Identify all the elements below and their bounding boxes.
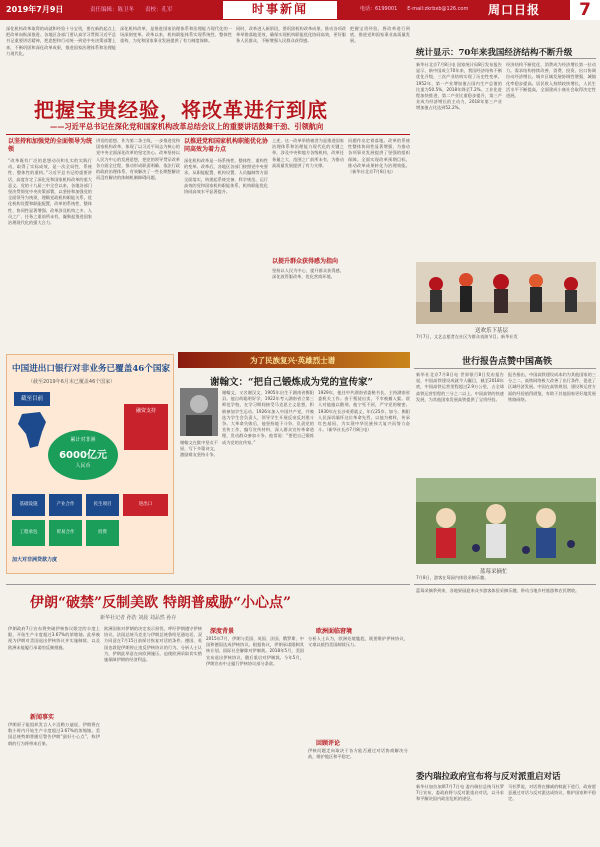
banner-box-7: 投资 [86, 520, 119, 546]
editor-info: 责任编辑：陈卫冬 责校：孔军 [90, 7, 173, 13]
banner-box-4: 进出口 [123, 494, 168, 516]
lead-body-top-4: 把握宝贵经验，将改革进行到底，推进党和国家事业高质量发展。 [350, 26, 410, 44]
lead-col-4: 上述，这一改革举措被誉为是推进国家治理体系和治理能力现代化的关键之举，涉及中央和地方各级机构，改革任务量之大、范围之广前所未有，为推动高质量发展提供了有力支撑。 [272, 138, 344, 168]
banner-left-box: 截至目前 [14, 392, 50, 406]
iran-divider-top [6, 584, 410, 585]
banner-headline: 中国进出口银行对非业务已覆盖46个国家 [12, 364, 171, 374]
banner-badge-label: 累计对非洲 [70, 437, 96, 443]
lead-col-1: “改革既有广泛的思想动员和扎实的实践行动，取得了实际成效，是一次全局性、系统性、整体性的重构。”习近平总书记的重要讲话，高度肯定了深化党和国家机构改革的重大意义。党的十九届三中全会以来，各地各部门坚决贯彻党中央决策部署，以坚持和加强党的全面领导为统领，理顺党政机构职能关系，优化机构设置和职能配置，改革的系统性、整体性、协同性显著增强。改革涉及机构之多、人员之广、任务之重前所未有，凝聚起推进国家治理现代化的强大合力。 [8, 158, 92, 226]
iran-col-4: 分析人士认为，欧洲处境尴尬，既要维护伊核协议，又难以抵挡美国制裁压力。 [308, 636, 408, 648]
newspaper-logo: 周口日报 [488, 3, 541, 17]
stats-photo-desc: 7月7日，文艺志愿者在社区为群众表演节目。新华社发 [416, 334, 518, 339]
lead-subhead-1: 以坚持和加强党的全面领导为统领 [8, 138, 93, 153]
iran-headline: 伊朗“破禁”反制美欧 特朗普威胁“小心点” [30, 595, 292, 611]
lead-headline: 把握宝贵经验，将改革进行到底 [34, 98, 328, 122]
lead-body-top-3: 同时，改革进入新阶段，要巩固机构改革成果，推动各项改革举措落地见效，确保实现机构职能优化协同高效，更好服务人民群众，不断增强人民群众获得感。 [236, 26, 346, 44]
world-divider [414, 368, 596, 369]
heroes-col-0: 谢翰文在狱中坚贞不屈，写下多篇诗文，激励难友坚持斗争。 [180, 440, 218, 458]
heroes-headline: 谢翰文：“把自己锻炼成为党的宣传家” [210, 377, 373, 388]
lead-divider [6, 134, 410, 135]
heroes-banner-label: 为了民族复兴·英雄烈士谱 [250, 356, 336, 365]
iran-col-1b: 伊朗原子能组织发言人卡迈勒万迪说，伊朗将在数小时内开始生产丰度超过3.67%的浓缩铀。美国总统特朗普随后警告伊朗“最好小心点”，称伊朗的行为将带来后果。 [8, 722, 100, 746]
banner-caption: 加大对非洲贷款力度 [12, 557, 58, 563]
stats-col-1: 新华社北京7月8日电 国家统计局8日发布报告显示，新中国成立70年来，我国经济结构不断优化升级，三次产业结构实现了历史性变革。1952年，第一产业增加值占国内生产总值的比重为50.5%，2018年降至7.2%。工业化进程加快推进，第二产业比重稳步提升，第三产业成为经济增长的主动力，2018年第三产业增加值占比达到52.2%。 [416, 62, 502, 111]
stats-divider [414, 58, 596, 59]
contact-info: 电话：6199001 E-mail:zkrbxb@126.com [360, 6, 469, 12]
lead-col-3: 深化机构改革是一场系统性、整体性、重构性的变革。改革后，各地区各部门按照党中央要求，从职能配置、机构设置、人员编制等方面全面落实，构建起系统完备、科学规范、运行高效的党和国家机构职能体系，机构职能优化协同高效水平显著提升。 [184, 158, 268, 195]
venezuela-divider-top [414, 584, 596, 585]
iran-subhead-3: 欧洲面临窘境 [316, 628, 353, 635]
folk-dance-photo-icon [416, 262, 596, 324]
stats-headline: 统计显示：70年来我国经济结构不断升级 [416, 48, 573, 58]
issue-date: 2019年7月9日 [6, 5, 64, 14]
banner-subtitle: （截至2019年6月末已覆盖46个国家） [28, 379, 116, 385]
world-photo [416, 478, 596, 564]
lead-subhead-2: 以推进党和国家机构职能优化协同高效为着力点 [184, 138, 269, 153]
stats-col-2: 经济结构不断优化，消费成为经济增长第一拉动力。需求结构持续改善，消费、投资、出口协调拉动经济增长。城乡区域发展协调性增强，城镇化率稳步提高。居民收入持续较快增长，人民生活水平不断提高，全面建成小康社会取得决定性进展。 [506, 62, 596, 99]
iran-subhead-1: 新闻事实 [30, 714, 55, 721]
world-col-2: 报告指出，中国高铁建设成本约为其他国家的三分之二，高铁网络极大改善了出行条件，促进了区域经济发展。中国在高铁规划、建设和运营方面的经验值得借鉴，有助于其他国家更好地发展铁路网络。 [508, 372, 596, 402]
iran-col-1: 伊朗政府7日宣布将突破伊核协议限定的丰度上限，开始生产丰度超过3.67%的浓缩铀。此举被视为伊朗对美国退出伊核协议并实施制裁、以及欧洲未能履行承诺的反制措施。 [8, 626, 100, 650]
africa-map-icon [14, 410, 50, 450]
lead-col-2: 讲话的思想、作为第二条主线，一步推进党和国家机构改革，体现了以习近平同志为核心的党中央全面深化改革的坚定决心。改革坚持以人民为中心的发展思想，把党的领导贯穿改革各方面全过程，推动形成职责明确、依法行政的政府治理体系，有效解决了一些长期想解决而没有解决的体制机制障碍问题。 [96, 138, 180, 181]
iran-col-3: 2015年7月，伊朗与美国、英国、法国、俄罗斯、中国和德国达成伊核协议。根据协议，伊朗承诺限制其核计划，国际社会解除对伊制裁。2018年5月，美国宣布退出伊核协议，随后重启对伊制裁。今年5月，伊朗宣布中止履行伊核协议部分条款。 [206, 636, 304, 666]
world-photo-caption: 蓝莓采摘忙 [480, 569, 508, 575]
banner-box-2: 产业合作 [49, 494, 82, 516]
lead-subtitle: ——习近平总书记在深化党和国家机构改革总结会议上的重要讲话鼓舞干劲、引领航向 [50, 122, 324, 131]
banner-box-6: 贸易合作 [49, 520, 82, 546]
lead-col-5: 坚持以人民为中心，提升群众获得感，深化放管服改革，优化营商环境。 [272, 268, 344, 280]
section-name: 时事新闻 [222, 0, 338, 20]
stats-photo [416, 262, 596, 324]
iran-subhead-4: 回顾评论 [316, 740, 341, 747]
blueberry-picking-photo-icon [416, 478, 596, 564]
lead-subhead-3: 以提升群众获得感为指向 [272, 258, 339, 265]
banner-box-1: 基础设施 [12, 494, 45, 516]
lead-body-top-1: 深化机构改革取得的成就和经验十分宝贵，要在新的起点上把改革向纵深推进。各地区各部门要认真学习贯彻习近平总书记重要讲话精神，把思想和行动统一到党中央决策部署上来，不断巩固和深化改革成果，推进国家治理体系和治理能力现代化。 [6, 26, 116, 56]
world-headline: 世行报告点赞中国高铁 [462, 357, 553, 367]
world-col-1: 新华社北京7月8日电 世界银行8日发布报告说，中国高铁建设成就令人瞩目，截至2018年底，中国高铁运营里程超过2.9万公里，占全球高铁运营里程的三分之二以上。中国高铁的快速发展，为其他国家发展高铁提供了宝贵经验。 [416, 372, 504, 402]
stats-photo-caption: 送欢乐下基层 [475, 328, 509, 334]
venezuela-col-2: 马杜罗说，对话将在挪威的斡旋下进行，政府愿意通过对话与反对派达成协议，维护国家和平稳定。 [508, 784, 596, 802]
banner-badge-value: 6000亿元 [59, 450, 107, 461]
heroes-col-2: 1929年，他任中共湖南省委秘书长，主持湖南省委机关工作。由于叛徒出卖，不幸被捕入狱。敌人对他施以酷刑，他宁死不屈，严守党的秘密。1930年在长沙英勇就义，年仅25岁。如今，衡阳人民深切缅怀这位革命先烈，以他为榜样，传承红色基因，为实现中华民族伟大复兴而努力奋斗。（新华社长沙7月8日电） [318, 390, 410, 433]
venezuela-col-1: 新华社加拉加斯7月7日电 委内瑞拉总统马杜罗7日宣布，委政府将与反对派重启对话，以寻求和平解决国内政治危机的途径。 [416, 784, 504, 802]
banner-highlight-text: 融资支持 [135, 408, 156, 414]
banner-box-5: 工程承包 [12, 520, 45, 546]
iran-subhead-2: 深度背景 [210, 628, 235, 635]
banner-badge-unit: 人民币 [75, 463, 91, 469]
banner-box-3: 民生项目 [86, 494, 119, 516]
page-number: 7 [570, 0, 600, 20]
portrait-icon [180, 388, 218, 436]
heroes-portrait [180, 388, 218, 436]
lead-body-top-2: 深化机构改革，是推进国家治理体系和治理能力现代化的一场深刻变革。改革以来，机构职能体系实现系统性、整体性重构，为党和国家事业发展提供了有力制度保障。 [120, 26, 232, 44]
lead-col-6: 问题作出定着落地。改革的系统性整体协同性显著增强，为推动各项事业发展提供了坚强的组织保障。全面实现改革预期目标，推动改革成果转化为治理效能。（新华社北京7月8日电） [348, 138, 410, 175]
iran-byline: 新华社记者 孙浩 刘晨 刘品然 孙存 [100, 615, 177, 621]
venezuela-headline: 委内瑞拉政府宣布将与反对派重启对话 [416, 772, 561, 782]
heroes-col-1: 谢翰文，又名谢汉文，1905年出生于湖南省衡阳县。他自幼聪明好学，1922年考入湖南省立第三师范学校，在学习期间接受马克思主义思想，积极参加学生运动。1926年加入中国共产党，并被选为学生会负责人，领导学生开展反帝反封建斗争。大革命失败后，他坚持地下斗争，负责党的宣传工作，编写宣传材料，深入群众宣传革命道理，发动群众参加斗争。他常说：“要把自己锻炼成为党的宣传家。” [222, 390, 314, 445]
world-caption-body: 7月8日，游客在莓园内体验采摘乐趣。 [416, 575, 489, 580]
venezuela-top-text: 蓝莓采摘季到来，各地果园迎来众多游客体验采摘乐趣，带动当地乡村旅游和农民增收。 [416, 588, 580, 593]
iran-col-2: 欧洲国家对伊朗的决定表示担忧，呼吁伊朗遵守伊核协议。法国总统马克龙与伊朗总统鲁哈尼通电话，双方同意在7月15日前探讨恢复对话的条件。德国、英国也敦促伊朗停止违反伊核协议的行为。分析人士认为，伊朗此举意在向欧洲施压，迫使欧洲采取切实措施保障伊朗的经济利益。 [104, 626, 202, 663]
iran-col-5: 伊核问题走向取决于各方能否通过对话协商解决分歧，维护地区和平稳定。 [308, 748, 408, 760]
